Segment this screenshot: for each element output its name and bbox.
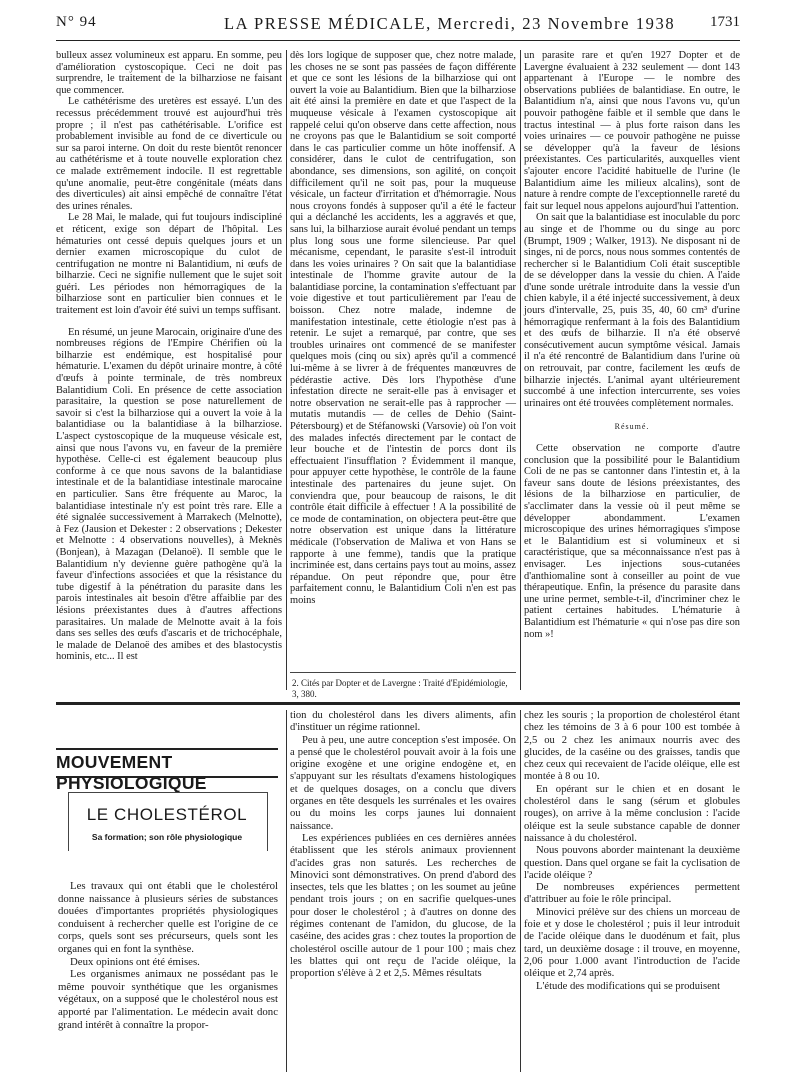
section-title-rule-top: [56, 748, 278, 750]
paragraph: L'étude des modifications qui se produisent: [536, 980, 721, 992]
article-bottom-column-3: [524, 710, 740, 993]
paragraph: En résumé, un jeune Marocain, originaire d'une des nombreuses régions de l'Empire Chérifien où la bilharzie est endémique, est hospitalisé pour hématurie. L'examen du dépôt urinaire montre, à côté d'œufs à pointe terminale, de très nombreux Balantidium Coli. En présence de cette association parasitaire, la question se pose naturellement de savoir si c'est la bilharziose qui a ouvert la voie à la balantidiase ou la balantidiase à la bilharziose. L'aspect cystoscopique de la muqueuse vésicale est, ainsi que nous l'avons vu, en faveur de la première hypothèse. Celle-ci est également beaucoup plus conforme à ce que nous savons de la balantidiase intestinale et de la balantidiase intestinale marocaine en particulier. Sans être fréquente au Maroc, la balantidiase intestinale n'y est point très rare. Elle a été signalée successivement à Marrakech (Melnotte), à Fez (Jausion et Dekester : 2 observations ; Dekester et Melnotte : 4 observations nouvelles), à Meknès (Bonjean), à Mazagan (Delanoë). Il semble que le Balantidium n'y devienne guère pathogène qu'à la faveur d'infections associées et que la résistance du tube digestif à la pénétration du parasite dans les parois intestinales ait besoin d'être affaiblie par des lésions préexistantes dues à d'autres affections parasitaires. Un malade de Melnotte avait à la fois dans ses selles des œufs d'ascaris et de trichocéphale, le malade de Delanoë des amibes et des blastocystis hominis, etc... Il est: [56, 326, 282, 663]
subheading: Résumé.: [614, 422, 650, 432]
paragraph: En opérant sur le chien et en dosant le cholestérol dans le sang (sérum et globules rouges), on arrive à la même conclusion : l'acide oléique est la seule substance capable de donner naissance à du cholestérol.: [524, 783, 740, 844]
paragraph: Le cathétérisme des uretères est essayé. L'un des recessus précédemment trouvé est aujourd'hui très propre ; il n'est pas cathétérisable. L'orifice est probablement invisible au fond de ce diverticule ou sur sa paroi interne. On doit du reste bientôt renoncer au cathétérisme et à toute nouvelle exploration chez ce malade extrêmement indocile. Il est regrettable qu'une anomalie, peut-être congénitale (méats dans des diverticules) ait ainsi empêché de connaître l'état des urines rénales.: [56, 96, 282, 212]
paragraph: dès lors logique de supposer que, chez notre malade, les choses ne se sont pas passées de façon différente et que ce sont les lésions de la bilharziose qui ont ouvert la voie au Balantidium. Bien que la bilharziose ait été ainsi la première en date et que l'aspect de la muqueuse vésicale à l'examen cystoscopique ait rappelé celui qu'on observe dans cette affection, nous ne croyons pas que le Balantidium se soit comporté dans le cas particulier comme un hôte inoffensif. A considérer, dans le culot de centrifugation, son abondance, ses dimensions, son agilité, on conçoit difficilement qu'il ne soit pas, pour la muqueuse vésicale, un facteur d'irritation et d'hémorragie. Nous nous croyons fondés à supposer qu'il a été le facteur qui a déclanché les accidents, les a aggravés et que, sans lui, la bilharziose aurait évolué pendant un temps plus long sous une forme silencieuse. Par quel mécanisme, cependant, le parasite s'est-il introduit dans les voies urinaires ? On sait que la balantidiase intestinale de l'homme gravite autour de la balantidiase porcine, la contamination s'effectuant par voie digestive et tout particulièrement par l'eau de boisson. Chez notre malade, indemne de manifestation intestinale, cette étiologie n'est pas à retenir. Le sujet a remarqué, par contre, que ses troubles urinaires ont commencé de se manifester quelques mois (cinq ou six) après qu'il a commencé lui-même à se livrer à de fréquentes manœuvres de pédérastie active. Dès lors l'hypothèse d'une infestation directe ne serait-elle pas à envisager et notre observation ne serait-elle pas à rapprocher — mutatis mutandis — de celles de Dehio (Saint-Pétersbourg) et de Stéfanowski (Varsovie) où l'on voit des malades infectés directement par le contact de leur bouche et de l'intestin de porcs dont ils effectuaient l'insufflation ? Évidemment il manque, pour appuyer cette hypothèse, le contrôle de la faune intestinale des partenaires du jeune sujet. On conviendra que, pour beaucoup de raisons, le dit contrôle était difficile à effectuer ! A la possibilité de ce mode de contamination, on objectera peut-être que notre observation est unique dans la littérature médicale (l'observation de Maliwa et von Hans se rapporte à une femme), tandis que la pratique incriminée est, dans certains pays tout au moins, assez répandue. On peut répondre que, pour être parfaitement connu, le Balantidium Coli n'en est pas moins: [290, 50, 516, 606]
column-divider: [520, 710, 521, 1072]
paragraph: tion du cholestérol dans les divers aliments, afin d'instituer un régime rationnel.: [290, 710, 516, 734]
article-bottom-column-2: [290, 710, 516, 981]
article-subtitle: Sa formation; son rôle physiologique: [91, 832, 243, 842]
column-divider: [286, 50, 287, 690]
article-title: LE CHOLESTÉROL: [86, 805, 248, 824]
paragraph: On sait que la balantidiase est inoculable du porc au singe et de l'homme ou du singe au porc (Brumpt, 1909 ; Walker, 1913). Ne disposant ni de singes, ni de porcs, nous nous sommes contentés de rechercher si le Balantidium Coli était susceptible de se développer dans la vessie du chien. A l'aide d'une sonde urétrale introduite dans la vessie d'un chien kabyle, il a été injecté successivement, à deux jours d'intervalle, 25, puis 35, 40, 60 cm³ d'urine hémorragique renfermant à la fois des Balantidium et des œufs de bilharzie. Il n'a été observé consécutivement aucun symptôme vésical. Jamais il n'a été rencontré de Balantidium dans l'urine où on retrouvait, par contre, facilement les œufs de bilharzie injectés. L'animal ayant ultérieurement succombé à une infection intercurrente, ses voies urinaires ont été trouvées complètement normales.: [524, 212, 740, 409]
paragraph: Deux opinions ont été émises.: [70, 955, 200, 968]
page-number: 1731: [710, 14, 740, 30]
paragraph: Minovici prélève sur des chiens un morceau de foie et y dose le cholestérol ; puis il leur introduit de l'acide oléique dans le duodénum et fait, plus tard, un deuxième dosage : il trouve, en moyenne, 2,06 pour 1.000 avant l'introduction de l'acide oléique et 2,74 après.: [524, 906, 740, 980]
paragraph: un parasite rare et qu'en 1927 Dopter et de Lavergne évaluaient à 232 seulement — dont 143 appartenant à l'Europe — le nombre des observations publiées de balantidiase. En outre, le Balantidium n'a, ainsi que nous l'avons vu, qu'un pouvoir pathogène faible et il semble que dans le tractus intestinal — à plus forte raison dans les voies urinaires — ce pouvoir pathogène ne puisse se développer qu'à la faveur de lésions préexistantes. Ces particularités, auxquelles vient s'ajouter encore l'acidité habituelle de l'urine (le Balantidium aime les milieux alcalins), sont de nature à rendre compte de l'exceptionnelle rareté du fait sur lequel nous appelons aujourd'hui l'attention.: [524, 50, 740, 212]
paragraph: Nous pouvons aborder maintenant la deuxième question. Dans quel organe se fait la cyclisation de l'acide oléique ?: [524, 845, 740, 881]
column-divider: [286, 710, 287, 1072]
article-bottom-column-1: [58, 880, 278, 1031]
paragraph: Peu à peu, une autre conception s'est imposée. On a pensé que le cholestérol pouvait avoir à la fois une origine exogène et une origine endogène et, en s'appuyant sur les résultats d'examens histologiques et de quelques dosages, on a conclu que divers organes en tête desquels les surrénales et les ovaires ou du moins les corps jaunes lui donnaient naissance.: [290, 734, 516, 832]
paragraph-gap: [56, 317, 282, 327]
paragraph: Les organismes animaux ne possédant pas le même pouvoir synthétique que les organismes végétaux, on a supposé que le cholestérol nous est apporté par l'alimentation. Le médecin avait donc grand intérêt à connaître la propor-: [58, 968, 278, 1031]
paragraph: Le 28 Mai, le malade, qui fut toujours indiscipliné et réticent, exige son départ de l'hôpital. Les hématuries ont cessé depuis quelques jours et un dernier examen microscopique du culot de centrifugation ne montre ni Balantidium, ni œufs de bilharzie. Ceci ne signifie nullement que le sujet soit guéri. Les périodes non hémorragiques de la bilharziose sont en particulier bien connues et le traitement est loin d'avoir été suivi un temps suffisant.: [56, 212, 282, 317]
paragraph: Les expériences publiées en ces dernières années établissent que les stérols animaux proviennent d'acides gras non saturés. Les recherches de Minovici sont démonstratives. On prend d'abord des insectes, tels que les blattes ; on les soumet au jeûne pendant trois jours ; on en sacrifie quelques-unes pour doser le cholestérol ; à d'autres on donne des régimes contenant de l'amidon, du glucose, de la caséine, des acides gras : chez toutes la proportion de cholestérol oscille autour de 1 pour 100 ; mais chez les blattes qui ont reçu de l'acide oléique, la proportion s'élève à 2 et 2,5. Mêmes résultats: [290, 832, 516, 980]
header-rule: [56, 40, 740, 41]
column-divider: [520, 50, 521, 690]
paragraph: De nombreuses expériences permettent d'attribuer au foie le rôle principal.: [524, 882, 740, 906]
journal-title: LA PRESSE MÉDICALE, Mercredi, 23 Novembre 1938: [224, 14, 676, 33]
section-rule: [56, 702, 740, 705]
page-header: [56, 14, 740, 38]
article-column-1: [56, 50, 282, 663]
article-column-3: [524, 50, 740, 640]
paragraph: chez les souris ; la proportion de cholestérol étant chez les témoins de 3 à 6 pour 100 est tombée à 2,5 ou 2 chez les animaux nourris avec des glucides, de la caséine ou des graisses, tandis que chez ceux qui recevaient de l'acide oléique, elle est montée à 8 ou 10.: [524, 710, 740, 783]
footnote-rule: [290, 672, 516, 673]
section-title-rule-bottom: [56, 776, 278, 778]
article-column-2: [290, 50, 516, 607]
paragraph: bulleux assez volumineux est apparu. En somme, peu d'amélioration cystoscopique. Ceci ne doit pas surprendre, le traitement de la bilharziose ne faisant que commencer.: [56, 50, 282, 96]
paragraph: Les travaux qui ont établi que le cholestérol donne naissance à plusieurs séries de substances douées d'importantes propriétés physiologiques conduisent à rechercher quelle est l'origine de ce corps, quels sont ses précurseurs, quels sont les organes qui en font la synthèse.: [58, 880, 278, 955]
issue-number: N° 94: [56, 14, 97, 30]
paragraph: Cette observation ne comporte d'autre conclusion que la possibilité pour le Balantidium Coli de ne pas se cantonner dans l'intestin et, à la faveur sans doute de lésions préexistantes, des lésions de la bilharziose en particulier, de s'acclimater dans la vessie où il peut même se développer abondamment. L'examen microscopique des urines hémorragiques s'impose et le Balantidium est si volumineux et si caractéristique, que sa méconnaissance n'est pas à envisager. Les injections sous-cutanées d'anthiomaline sont à conseiller au point de vue thérapeutique. Enfin, la présence du parasite dans une urine permet, semble-t-il, d'incriminer chez le patient certaines habitudes. L'hématurie à Balantidium est l'hématurie « qui n'ose pas dire son nom »!: [524, 443, 740, 640]
footnote: 2. Cités par Dopter et de Lavergne : Traité d'Epidémiologie, 3, 380.: [292, 678, 508, 699]
section-title: MOUVEMENT PHYSIOLOGIQUE: [56, 752, 207, 793]
